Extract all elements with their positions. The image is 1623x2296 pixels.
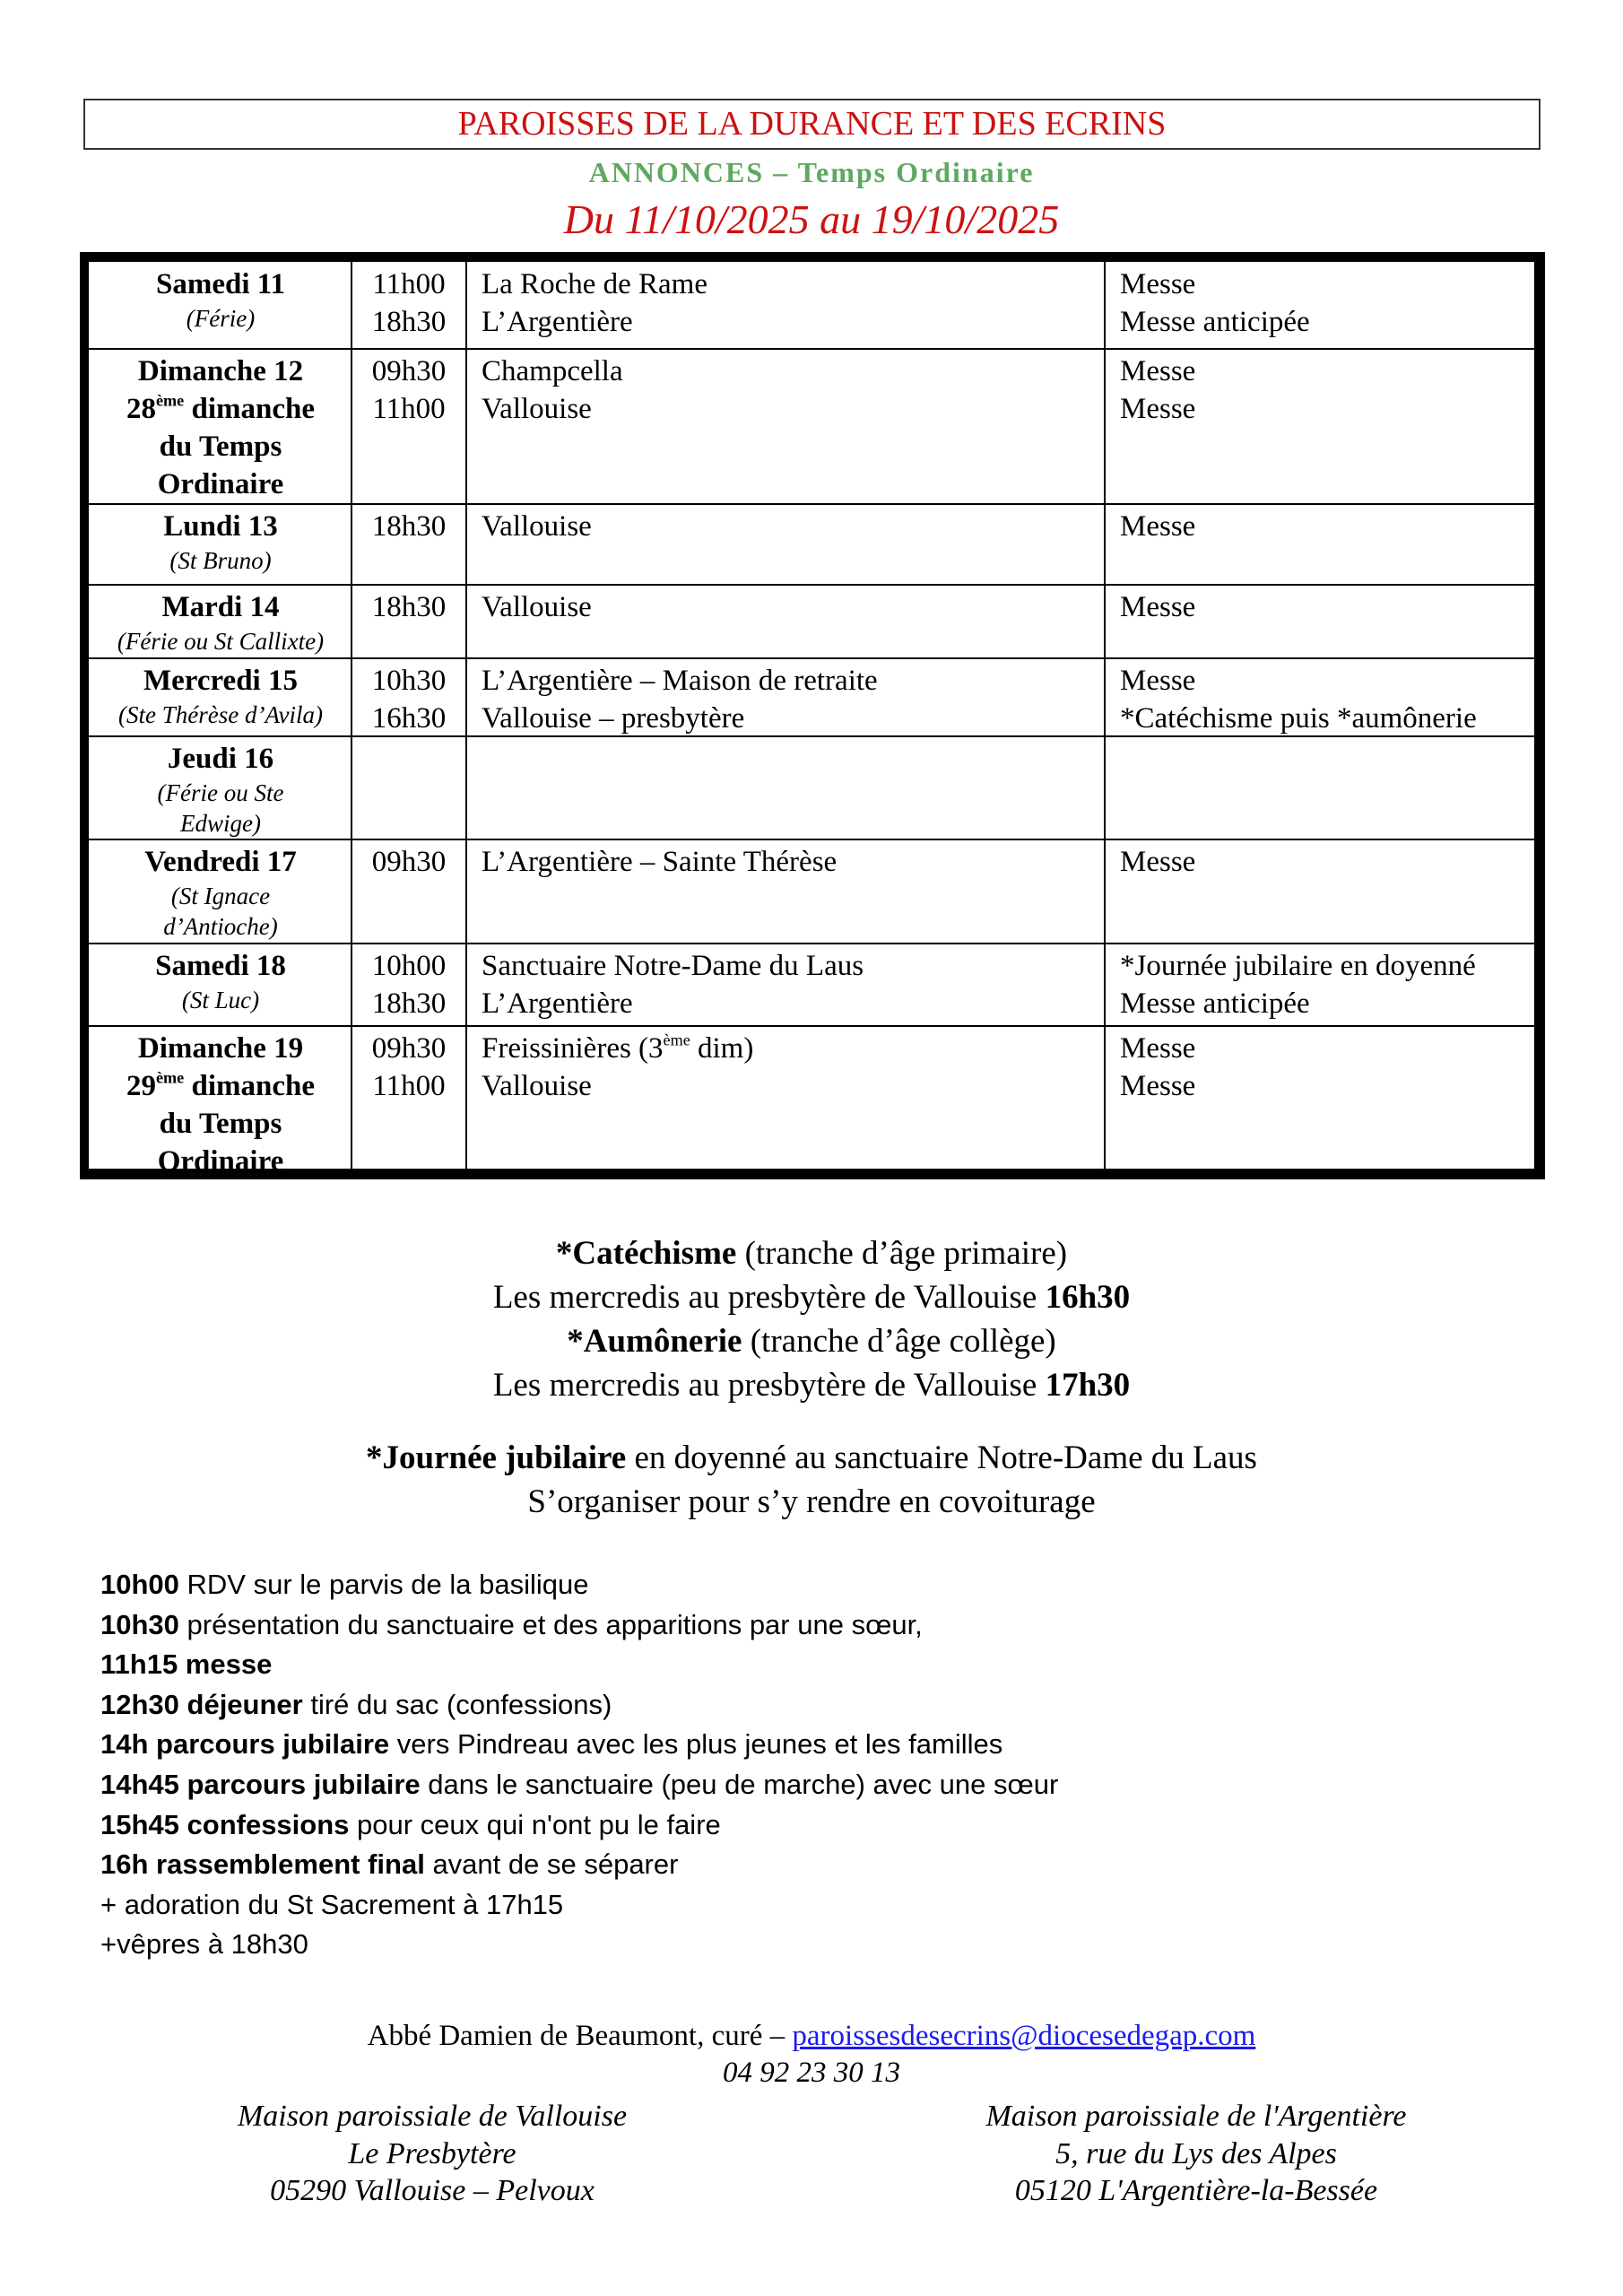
catechisme-note: [0, 1231, 1623, 1319]
feast-name: (Ste Thérèse d’Avila): [118, 701, 323, 728]
event-type: *Catéchisme puis *aumônerie: [1120, 702, 1477, 735]
address-line: Maison paroissiale de Vallouise: [237, 2100, 628, 2133]
event-cell: [1120, 843, 1532, 881]
day-name: Lundi 13: [163, 510, 278, 543]
place-name: L’Argentière: [482, 306, 633, 338]
program-item: [100, 1925, 1058, 1965]
program-text: dans le sanctuaire (peu de marche) avec une sœur: [420, 1768, 1059, 1800]
day-cell: [91, 352, 351, 503]
table-row: [89, 588, 1534, 658]
program-text: vers Pindreau avec les plus jeunes et les familles: [389, 1728, 1003, 1761]
program-text: pour ceux qui n'ont pu le faire: [349, 1808, 721, 1840]
place-name: L’Argentière: [482, 987, 633, 1020]
jubilee-program: [100, 1565, 1058, 1965]
event-type: Messe anticipée: [1120, 306, 1310, 338]
aumonerie-time: 17h30: [1045, 1367, 1131, 1404]
program-time: 14h45 parcours jubilaire: [100, 1768, 421, 1800]
event-type: Messe: [1120, 1032, 1196, 1065]
mass-time: 11h00: [372, 1070, 446, 1102]
catechisme-place: Les mercredis au presbytère de Vallouise: [492, 1279, 1046, 1316]
time-cell: [352, 843, 465, 881]
program-item: [100, 1605, 1058, 1646]
day-name: Dimanche 12: [137, 355, 304, 387]
event-cell: [1120, 265, 1532, 341]
day-name: Vendredi 17: [144, 846, 297, 878]
event-cell: [1120, 508, 1532, 545]
event-type: Messe: [1120, 393, 1196, 425]
program-text: avant de se séparer: [424, 1848, 679, 1881]
table-row: [89, 352, 1534, 504]
mass-time: 18h30: [371, 510, 447, 543]
place-cell: [482, 1030, 1100, 1105]
row-divider: [89, 839, 1534, 840]
mass-time: 09h30: [371, 1032, 447, 1065]
event-cell: [1120, 662, 1532, 737]
catechisme-label: *Catéchisme: [555, 1235, 737, 1272]
day-name: Samedi 18: [155, 950, 286, 982]
day-cell: [91, 265, 351, 334]
aumonerie-place: Les mercredis au presbytère de Vallouise: [492, 1367, 1046, 1404]
place-text: dim): [690, 1032, 754, 1065]
row-divider: [89, 1025, 1534, 1027]
row-divider: [89, 584, 1534, 586]
place-cell: [482, 947, 1100, 1022]
place-cell: [482, 265, 1100, 341]
address-line: 5, rue du Lys des Alpes: [1055, 2136, 1337, 2170]
day-cell: [91, 588, 351, 657]
time-cell: [352, 1030, 465, 1105]
event-type: Messe: [1120, 268, 1196, 300]
feast-name: (Férie ou St Callixte): [117, 628, 325, 655]
day-name: Mardi 14: [161, 591, 280, 623]
ordinal-number: 29: [126, 1070, 156, 1102]
event-type: *Journée jubilaire en doyenné: [1120, 950, 1476, 982]
event-type: Messe: [1120, 591, 1196, 623]
row-divider: [89, 348, 1534, 350]
place-cell: [482, 588, 1100, 626]
table-row: [89, 843, 1534, 944]
event-cell: [1120, 1030, 1532, 1105]
time-cell: [352, 352, 465, 428]
place-name: [482, 1030, 1100, 1067]
sunday-title-line: Ordinaire: [157, 468, 284, 500]
feast-name: (St Bruno): [169, 547, 272, 574]
page-subtitle: ANNONCES – Temps Ordinaire: [588, 156, 1035, 188]
day-name: Mercredi 15: [143, 665, 298, 697]
place-cell: [482, 508, 1100, 545]
sunday-ordinal: [91, 390, 351, 428]
mass-time: 18h30: [371, 306, 447, 338]
mass-time: 10h30: [371, 665, 447, 697]
mass-time: 18h30: [371, 591, 447, 623]
event-type: Messe anticipée: [1120, 987, 1310, 1020]
program-item: [100, 1885, 1058, 1926]
ordinal-rest: dimanche: [184, 393, 315, 425]
ordinal-number: 28: [126, 393, 156, 425]
program-text: RDV sur le parvis de la basilique: [178, 1569, 589, 1600]
row-divider: [89, 657, 1534, 659]
table-row: [89, 740, 1534, 839]
day-cell: [91, 740, 351, 839]
jubilaire-carpool: S’organiser pour s’y rendre en covoiturage: [527, 1483, 1096, 1520]
sunday-title-line: Ordinaire: [157, 1145, 284, 1178]
place-cell: [482, 843, 1100, 881]
feast-name: d’Antioche): [163, 913, 278, 940]
program-item: [100, 1805, 1058, 1846]
program-time: 10h30: [100, 1608, 179, 1640]
event-type: Messe: [1120, 1070, 1196, 1102]
jubilaire-note: [0, 1436, 1623, 1524]
row-divider: [89, 735, 1534, 737]
time-cell: [352, 265, 465, 341]
mass-time: 18h30: [371, 987, 447, 1020]
program-item: [100, 1725, 1058, 1765]
place-name: Vallouise: [482, 591, 592, 623]
feast-name: (Férie ou Ste: [157, 779, 284, 806]
address-line: 05290 Vallouise – Pelvoux: [270, 2174, 595, 2207]
contact-line: [0, 2018, 1623, 2055]
date-range: Du 11/10/2025 au 19/10/2025: [563, 196, 1060, 242]
place-name: Sanctuaire Notre-Dame du Laus: [482, 950, 864, 982]
day-cell: [91, 662, 351, 730]
address-line: Maison paroissiale de l'Argentière: [985, 2100, 1407, 2133]
address-line: Le Presbytère: [348, 2136, 516, 2170]
event-cell: [1120, 352, 1532, 428]
sunday-title-line: du Temps: [159, 430, 282, 463]
feast-name: Edwige): [180, 810, 261, 837]
program-time: 11h15 messe: [100, 1648, 273, 1681]
program-text: présentation du sanctuaire et des apparitions par une sœur,: [178, 1608, 923, 1640]
program-time: 15h45 confessions: [100, 1808, 350, 1840]
day-name: Samedi 11: [156, 268, 285, 300]
time-cell: [352, 588, 465, 626]
program-item: [100, 1685, 1058, 1726]
program-time: 16h rassemblement final: [100, 1848, 425, 1881]
table-row: [89, 662, 1534, 736]
feast-name: (Férie): [186, 305, 256, 332]
table-row: [89, 508, 1534, 585]
place-name: L’Argentière – Sainte Thérèse: [482, 846, 838, 878]
event-type: Messe: [1120, 355, 1196, 387]
feast-name: (St Luc): [181, 987, 260, 1013]
ordinal-suffix: ème: [663, 1031, 690, 1049]
aumonerie-label: *Aumônerie: [567, 1323, 742, 1360]
sunday-title-line: du Temps: [159, 1108, 282, 1140]
place-name: Vallouise: [482, 393, 592, 425]
mass-time: 16h30: [371, 702, 447, 735]
phone-number: 04 92 23 30 13: [723, 2057, 900, 2089]
jubilaire-label: *Journée jubilaire: [366, 1439, 627, 1476]
mass-time: 09h30: [371, 846, 447, 878]
program-time: 14h parcours jubilaire: [100, 1728, 390, 1761]
event-type: Messe: [1120, 665, 1196, 697]
day-name: Dimanche 19: [137, 1032, 304, 1065]
address-vallouise: [118, 2098, 746, 2210]
table-row: [89, 1030, 1534, 1178]
aumonerie-age: (tranche d’âge collège): [742, 1323, 1056, 1360]
time-cell: [352, 662, 465, 737]
place-name: Champcella: [482, 355, 623, 387]
program-text: tiré du sac (confessions): [302, 1688, 612, 1720]
program-item: [100, 1645, 1058, 1685]
program-text: +vêpres à 18h30: [100, 1928, 308, 1961]
place-name: Vallouise: [482, 1070, 592, 1102]
day-cell: [91, 1030, 351, 1180]
mass-time: 09h30: [371, 355, 447, 387]
day-cell: [91, 947, 351, 1015]
ordinal-rest: dimanche: [184, 1070, 315, 1102]
address-argentiere: [882, 2098, 1510, 2210]
program-time: 10h00: [100, 1569, 179, 1600]
address-line: 05120 L'Argentière-la-Bessée: [1014, 2174, 1378, 2207]
program-text: + adoration du St Sacrement à 17h15: [100, 1888, 564, 1920]
event-type: Messe: [1120, 510, 1196, 543]
feast-name: (St Ignace: [170, 883, 271, 909]
program-item: [100, 1765, 1058, 1805]
priest-name: Abbé Damien de Beaumont, curé –: [367, 2020, 793, 2052]
day-name: Jeudi 16: [167, 743, 274, 775]
catechisme-time: 16h30: [1045, 1279, 1131, 1316]
catechisme-age: (tranche d’âge primaire): [736, 1235, 1068, 1272]
aumonerie-note: [0, 1319, 1623, 1407]
program-item: [100, 1565, 1058, 1605]
mass-time: 11h00: [372, 268, 446, 300]
email-link[interactable]: paroissesdesecrins@diocesedegap.com: [792, 2020, 1256, 2052]
mass-time: 10h00: [371, 950, 447, 982]
place-name: L’Argentière – Maison de retraite: [482, 665, 878, 697]
program-item: [100, 1845, 1058, 1885]
table-row: [89, 947, 1534, 1026]
event-type: Messe: [1120, 846, 1196, 878]
program-time: 12h30 déjeuner: [100, 1688, 303, 1720]
place-cell: [482, 662, 1100, 737]
place-name: Vallouise: [482, 510, 592, 543]
time-cell: [352, 947, 465, 1022]
day-cell: [91, 843, 351, 942]
jubilaire-desc: en doyenné au sanctuaire Notre-Dame du Laus: [626, 1439, 1257, 1476]
time-cell: [352, 508, 465, 545]
place-text: Freissinières (3: [482, 1032, 664, 1065]
ordinal-suffix: ème: [156, 391, 185, 410]
mass-time: 11h00: [372, 393, 446, 425]
event-cell: [1120, 588, 1532, 626]
place-cell: [482, 352, 1100, 428]
day-cell: [91, 508, 351, 576]
row-divider: [89, 503, 1534, 505]
event-cell: [1120, 947, 1532, 1022]
row-divider: [89, 943, 1534, 944]
place-name: La Roche de Rame: [482, 268, 707, 300]
place-name: Vallouise – presbytère: [482, 702, 745, 735]
page-title: PAROISSES DE LA DURANCE ET DES ECRINS: [457, 105, 1167, 143]
sunday-ordinal: [91, 1067, 351, 1105]
ordinal-suffix: ème: [156, 1068, 185, 1087]
table-row: [89, 265, 1534, 349]
